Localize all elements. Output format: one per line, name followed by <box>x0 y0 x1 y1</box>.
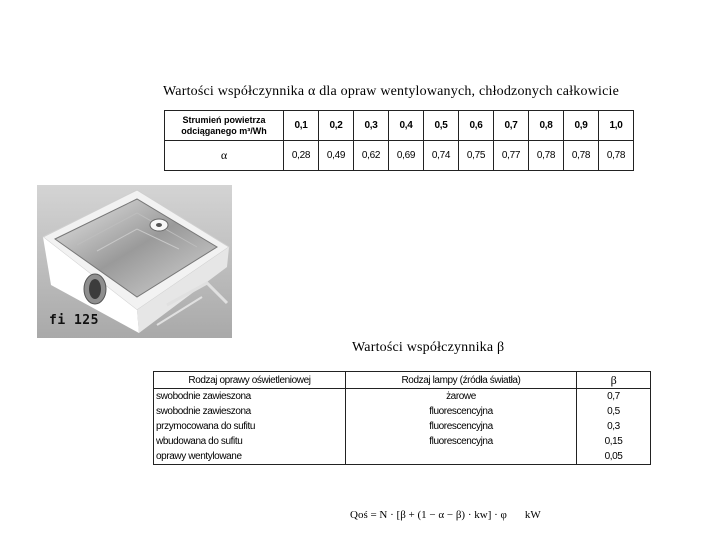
table-row <box>154 449 651 465</box>
alpha-table-value-row <box>165 141 634 171</box>
beta-value-cell: 0,5 <box>577 404 651 419</box>
alpha-table-title: Wartości współczynnika α dla opraw wentylowanych, chłodzonych całkowicie <box>163 84 620 99</box>
luminaire-photo <box>37 185 232 338</box>
table-row <box>154 389 651 405</box>
photo-caption: fi 125 <box>49 313 99 328</box>
alpha-value-cell: 0,78 <box>599 141 634 171</box>
lamp-type-header: Rodzaj lampy (źródła światła) <box>346 372 577 389</box>
beta-value-cell: 0,7 <box>577 389 651 405</box>
flow-cell: 0,4 <box>389 111 424 141</box>
lamp-type-cell: fluorescencyjna <box>346 419 577 434</box>
flow-header-line1: Strumień powietrza <box>182 114 266 125</box>
beta-value-cell: 0,05 <box>577 449 651 465</box>
table-row <box>154 419 651 434</box>
beta-header: β <box>577 372 651 389</box>
luminaire-type-cell: swobodnie zawieszona <box>154 389 346 405</box>
table-row <box>154 434 651 449</box>
formula-unit: kW <box>524 509 541 521</box>
alpha-value-cell: 0,49 <box>319 141 354 171</box>
alpha-value-cell: 0,78 <box>529 141 564 171</box>
flow-header-line2: odciąganego m³/Wh <box>181 125 267 136</box>
flow-cell: 0,1 <box>284 111 319 141</box>
luminaire-type-cell: wbudowana do sufitu <box>154 434 346 449</box>
flow-cell: 0,7 <box>494 111 529 141</box>
flow-header-cell <box>165 111 284 141</box>
table-row <box>154 404 651 419</box>
beta-value-cell: 0,15 <box>577 434 651 449</box>
flow-cell: 0,3 <box>354 111 389 141</box>
heat-gain-formula <box>350 509 541 521</box>
beta-table-title: Wartości współczynnika β <box>352 340 505 355</box>
alpha-value-cell: 0,75 <box>459 141 494 171</box>
alpha-value-cell: 0,28 <box>284 141 319 171</box>
beta-table <box>153 371 651 465</box>
alpha-value-cell: 0,69 <box>389 141 424 171</box>
alpha-table <box>164 110 634 171</box>
flow-cell: 0,9 <box>564 111 599 141</box>
alpha-value-cell: 0,62 <box>354 141 389 171</box>
luminaire-type-header: Rodzaj oprawy oświetleniowej <box>154 372 346 389</box>
formula-expression: Qoś = N · [β + (1 − α − β) · kw] · φ <box>350 509 507 521</box>
lamp-type-cell: fluorescencyjna <box>346 404 577 419</box>
lamp-type-cell: żarowe <box>346 389 577 405</box>
luminaire-type-cell: oprawy wentylowane <box>154 449 346 465</box>
luminaire-type-cell: przymocowana do sufitu <box>154 419 346 434</box>
alpha-table-header-row <box>165 111 634 141</box>
alpha-value-cell: 0,77 <box>494 141 529 171</box>
flow-cell: 0,5 <box>424 111 459 141</box>
alpha-value-cell: 0,74 <box>424 141 459 171</box>
alpha-row-label: α <box>165 141 284 171</box>
luminaire-type-cell: swobodnie zawieszona <box>154 404 346 419</box>
flow-cell: 0,6 <box>459 111 494 141</box>
flow-cell: 1,0 <box>599 111 634 141</box>
alpha-value-cell: 0,78 <box>564 141 599 171</box>
lamp-type-cell <box>346 449 577 465</box>
flow-cell: 0,8 <box>529 111 564 141</box>
lamp-type-cell: fluorescencyjna <box>346 434 577 449</box>
flow-cell: 0,2 <box>319 111 354 141</box>
beta-value-cell: 0,3 <box>577 419 651 434</box>
beta-table-header-row <box>154 372 651 389</box>
